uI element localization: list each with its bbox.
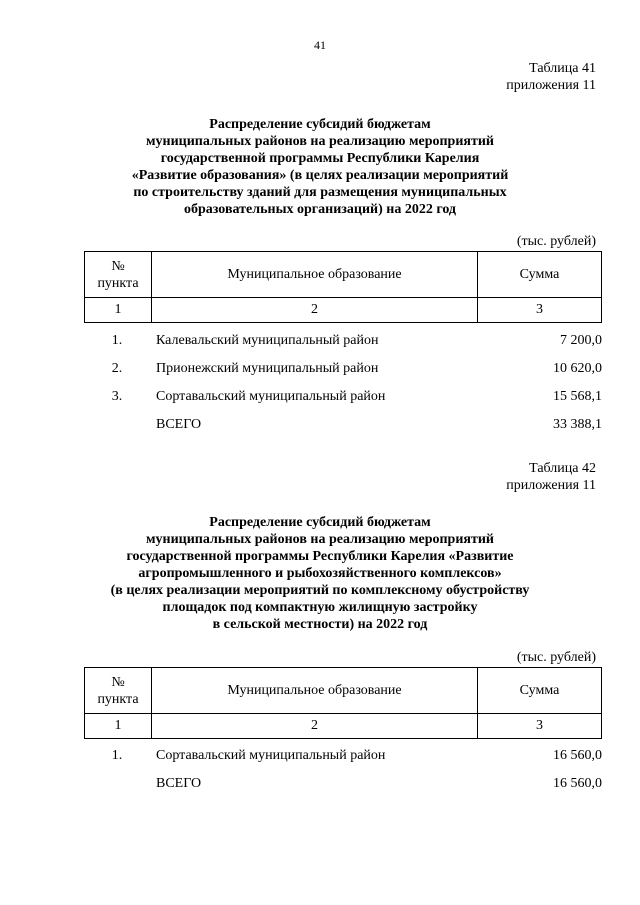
units-label: (тыс. рублей) [516, 234, 596, 249]
title-line: площадок под компактную жилищную застройку [162, 600, 478, 615]
table-number: Таблица 41 [529, 61, 596, 76]
column-index: 3 [478, 298, 602, 323]
appendix-reference: приложения 11 [506, 478, 596, 493]
column-index-row [85, 298, 602, 323]
header-number-sign: № [111, 674, 125, 690]
column-index: 1 [85, 298, 152, 323]
total-row [84, 770, 602, 798]
total-row [84, 411, 602, 439]
table-row [84, 383, 602, 411]
header-row [85, 668, 602, 714]
header-row [85, 252, 602, 298]
column-index: 2 [152, 714, 478, 739]
header-amount: Сумма [478, 252, 602, 298]
column-index: 3 [478, 714, 602, 739]
row-number: 3. [111, 389, 123, 404]
row-municipality: Калевальский муниципальный район [156, 333, 379, 348]
row-amount: 16 560,0 [553, 748, 602, 763]
title-line: по строительству зданий для размещения муниципальных [133, 185, 507, 200]
total-label: ВСЕГО [156, 417, 202, 432]
table-41-label [336, 60, 596, 94]
table-42-header [84, 667, 602, 739]
table-number: Таблица 42 [529, 461, 596, 476]
total-amount: 16 560,0 [553, 776, 602, 791]
table-41-body [84, 327, 602, 439]
total-label: ВСЕГО [156, 776, 202, 791]
title-line: Распределение субсидий бюджетам [209, 117, 431, 132]
header-municipality: Муниципальное образование [152, 668, 478, 714]
table-42-title [60, 514, 580, 633]
row-municipality: Сортавальский муниципальный район [156, 748, 386, 763]
table-42-label [336, 460, 596, 494]
table-42-body [84, 742, 602, 798]
column-index: 2 [152, 298, 478, 323]
table-41-title [60, 116, 580, 218]
title-line: Распределение субсидий бюджетам [209, 515, 431, 530]
title-line: государственной программы Республики Карелия «Развитие [126, 549, 514, 564]
title-line: образовательных организаций) на 2022 год [183, 202, 457, 217]
row-amount: 15 568,1 [553, 389, 602, 404]
units-label: (тыс. рублей) [516, 650, 596, 665]
header-number-word: пункта [97, 691, 139, 707]
header-number-sign: № [111, 258, 125, 274]
table-row [84, 355, 602, 383]
title-line: в сельской местности) на 2022 год [212, 617, 428, 632]
header-amount: Сумма [478, 668, 602, 714]
total-amount: 33 388,1 [553, 417, 602, 432]
title-line: муниципальных районов на реализацию мероприятий [146, 532, 494, 547]
header-municipality: Муниципальное образование [152, 252, 478, 298]
page-number: 41 [314, 38, 326, 52]
total-number-empty [84, 411, 150, 439]
header-number-word: пункта [97, 275, 139, 291]
header-item-number [85, 668, 152, 714]
title-line: «Развитие образования» (в целях реализации мероприятий [131, 168, 509, 183]
row-municipality: Сортавальский муниципальный район [156, 389, 386, 404]
row-municipality: Прионежский муниципальный район [156, 361, 379, 376]
column-index-row [85, 714, 602, 739]
table-row [84, 327, 602, 355]
title-line: государственной программы Республики Карелия [160, 151, 480, 166]
row-amount: 10 620,0 [553, 361, 602, 376]
title-line: агропромышленного и рыбохозяйственного комплексов» [138, 566, 502, 581]
row-number: 2. [111, 361, 123, 376]
appendix-reference: приложения 11 [506, 78, 596, 93]
row-number: 1. [111, 333, 123, 348]
row-number: 1. [111, 748, 123, 763]
title-line: (в целях реализации мероприятий по комплексному обустройству [110, 583, 530, 598]
column-index: 1 [85, 714, 152, 739]
total-number-empty [84, 770, 150, 798]
title-line: муниципальных районов на реализацию мероприятий [146, 134, 494, 149]
row-amount: 7 200,0 [560, 333, 602, 348]
header-item-number [85, 252, 152, 298]
table-row [84, 742, 602, 770]
table-41-header [84, 251, 602, 323]
